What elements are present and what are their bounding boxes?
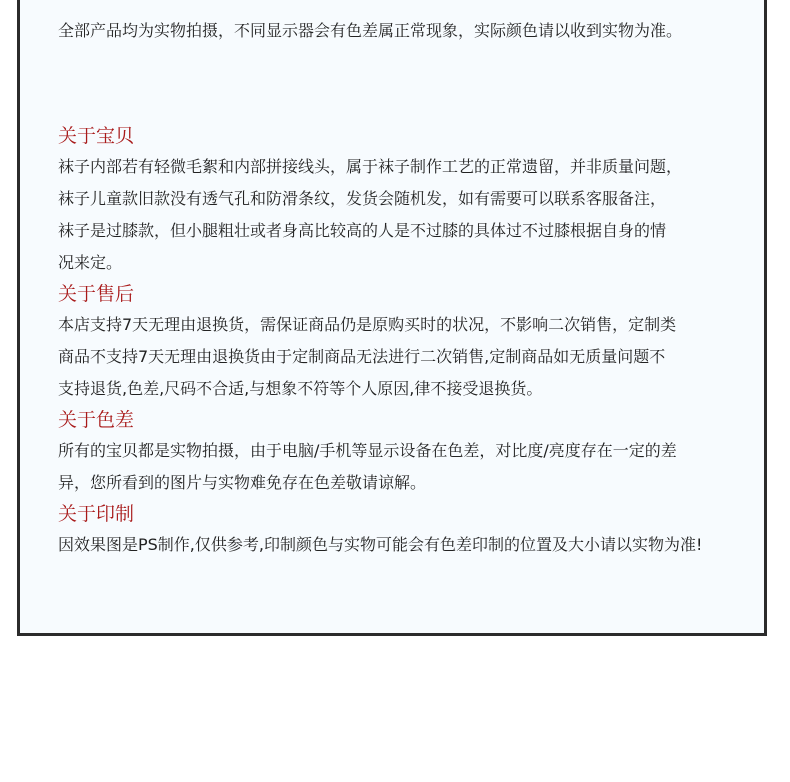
body-line: 所有的宝贝都是实物拍摄，由于电脑/手机等显示设备在色差，对比度/亮度存在一定的差 — [58, 441, 677, 460]
body-line: 况来定。 — [58, 253, 123, 272]
body-line: 支持退货,色差,尺码不合适,与想象不符等个人原因,律不接受退换货。 — [58, 379, 543, 398]
body-line: 袜子是过膝款，但小腿粗壮或者身高比较高的人是不过膝的具体过不过膝根据自身的情 — [58, 221, 667, 240]
section-title: 关于印制 — [58, 503, 135, 525]
body-line: 本店支持7天无理由退换货，需保证商品仍是原购买时的状况，不影响二次销售，定制类 — [58, 315, 677, 334]
section-title: 关于售后 — [58, 283, 135, 305]
section-body — [58, 309, 730, 405]
notice-box — [17, 0, 767, 636]
body-line: 异，您所看到的图片与实物难免存在色差敬请谅解。 — [58, 473, 427, 492]
section-about-product — [58, 121, 730, 279]
body-line: 因效果图是PS制作,仅供参考,印制颜色与实物可能会有色差印制的位置及大小请以实物为准! — [58, 535, 703, 554]
section-body — [58, 435, 730, 499]
section-title: 关于宝贝 — [58, 125, 135, 147]
disclaimer-text: 全部产品均为实物拍摄，不同显示器会有色差属正常现象，实际颜色请以收到实物为准。 — [58, 21, 683, 40]
section-body — [58, 151, 730, 279]
section-title: 关于色差 — [58, 409, 135, 431]
section-printing — [58, 499, 730, 561]
notice-sections — [58, 121, 730, 561]
section-after-sales — [58, 279, 730, 405]
body-line: 袜子内部若有轻微毛絮和内部拼接线头，属于袜子制作工艺的正常遗留，并非质量问题， — [58, 157, 683, 176]
body-line: 商品不支持7天无理由退换货由于定制商品无法进行二次销售,定制商品如无质量问题不 — [58, 347, 666, 366]
section-body — [58, 529, 730, 561]
body-line: 袜子儿童款旧款没有透气孔和防滑条纹，发货会随机发，如有需要可以联系客服备注， — [58, 189, 667, 208]
section-color-difference — [58, 405, 730, 499]
